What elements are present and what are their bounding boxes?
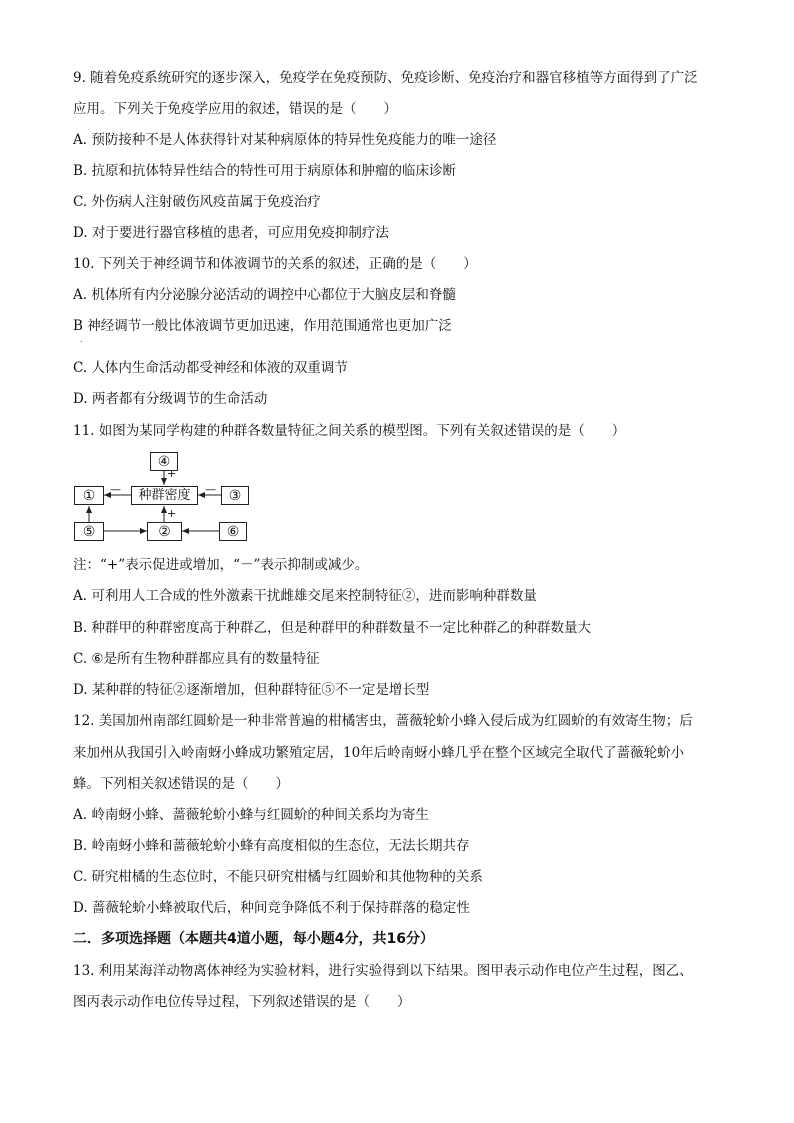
q9-option-c: C. 外伤病人注射破伤风疫苗属于免疫治疗: [73, 194, 321, 210]
q12-stem-line2: 来加州从我国引入岭南蚜小蜂成功繁殖定居，10年后岭南蚜小蜂几乎在整个区域完全取代了蔷薇轮蚧小: [73, 745, 685, 761]
section2-heading: 二．多项选择题（本题共4道小题，每小题4分，共16分）: [73, 931, 434, 947]
node-3: ③: [221, 486, 249, 505]
q9-option-d: D. 对于要进行器官移植的患者，可应用免疫抑制疗法: [73, 225, 389, 241]
node-2: ②: [147, 522, 182, 541]
sign-minus-3: —: [205, 483, 216, 496]
q9-option-a: A. 预防接种不是人体获得针对某种病原体的特异性免疫能力的唯一途径: [73, 132, 497, 148]
q10-option-b: B 神经调节一般比体液调节更加迅速，作用范围通常也更加广泛: [73, 318, 452, 334]
diagram-arrows: [0, 0, 794, 560]
q10-option-d: D. 两者都有分级调节的生命活动: [73, 391, 268, 407]
q11-option-a: A. 可利用人工合成的性外激素干扰雌雄交尾来控制特征②，进而影响种群数量: [73, 588, 537, 604]
q9-stem-line2: 应用。下列关于免疫学应用的叙述，错误的是（ ）: [73, 101, 397, 117]
node-1: ①: [74, 486, 104, 505]
q9-option-b: B. 抗原和抗体特异性结合的特性可用于病原体和肿瘤的临床诊断: [73, 163, 457, 179]
stray-dot-mark: .: [80, 335, 83, 344]
node-population-density: 种群密度: [131, 486, 198, 505]
node-6: ⑥: [219, 522, 247, 541]
sign-plus-2: +: [167, 507, 177, 520]
q10-stem: 10. 下列关于神经调节和体液调节的关系的叙述，正确的是（ ）: [73, 256, 477, 272]
q13-stem-line1: 13. 利用某海洋动物离体神经为实验材料，进行实验得到以下结果。图甲表示动作电位产生过程，图乙、: [73, 963, 693, 979]
q10-option-a: A. 机体所有内分泌腺分泌活动的调控中心都位于大脑皮层和脊髓: [73, 287, 456, 303]
q12-option-d: D. 蔷薇轮蚧小蜂被取代后，种间竞争降低不利于保持群落的稳定性: [73, 900, 470, 916]
q12-option-a: A. 岭南蚜小蜂、蔷薇轮蚧小蜂与红圆蚧的种间关系均为寄生: [73, 807, 429, 823]
q13-stem-line2: 图丙表示动作电位传导过程，下列叙述错误的是（ ）: [73, 994, 411, 1010]
q11-option-b: B. 种群甲的种群密度高于种群乙，但是种群甲的种群数量不一定比种群乙的种群数量大: [73, 620, 592, 636]
q12-option-b: B. 岭南蚜小蜂和蔷薇轮蚧小蜂有高度相似的生态位，无法长期共存: [73, 838, 470, 854]
q12-option-c: C. 研究柑橘的生态位时，不能只研究柑橘与红圆蚧和其他物种的关系: [73, 869, 483, 885]
q9-stem-line1: 9. 随着免疫系统研究的逐步深入，免疫学在免疫预防、免疫诊断、免疫治疗和器官移植等方面得到了广泛: [73, 70, 698, 86]
q11-option-c: C. ⑥是所有生物种群都应具有的数量特征: [73, 651, 320, 667]
q10-option-c: C. 人体内生命活动都受神经和体液的双重调节: [73, 360, 348, 376]
q12-stem-line3: 蜂。下列相关叙述错误的是（ ）: [73, 776, 289, 792]
sign-plus-4: +: [167, 467, 177, 480]
q11-option-d: D. 某种群的特征②逐渐增加，但种群特征⑤不一定是增长型: [73, 682, 430, 698]
node-5: ⑤: [74, 522, 104, 541]
q11-note: 注：“+”表示促进或增加，“－”表示抑制或减少。: [73, 557, 369, 573]
q11-stem: 11. 如图为某同学构建的种群各数量特征之间关系的模型图。下列有关叙述错误的是（ ）: [73, 423, 626, 439]
q12-stem-line1: 12. 美国加州南部红圆蚧是一种非常普遍的柑橘害虫，蔷薇轮蚧小蜂入侵后成为红圆蚧的有效寄生物；后: [73, 713, 693, 729]
node-4: ④: [150, 452, 178, 471]
sign-minus-1: —: [110, 483, 121, 496]
